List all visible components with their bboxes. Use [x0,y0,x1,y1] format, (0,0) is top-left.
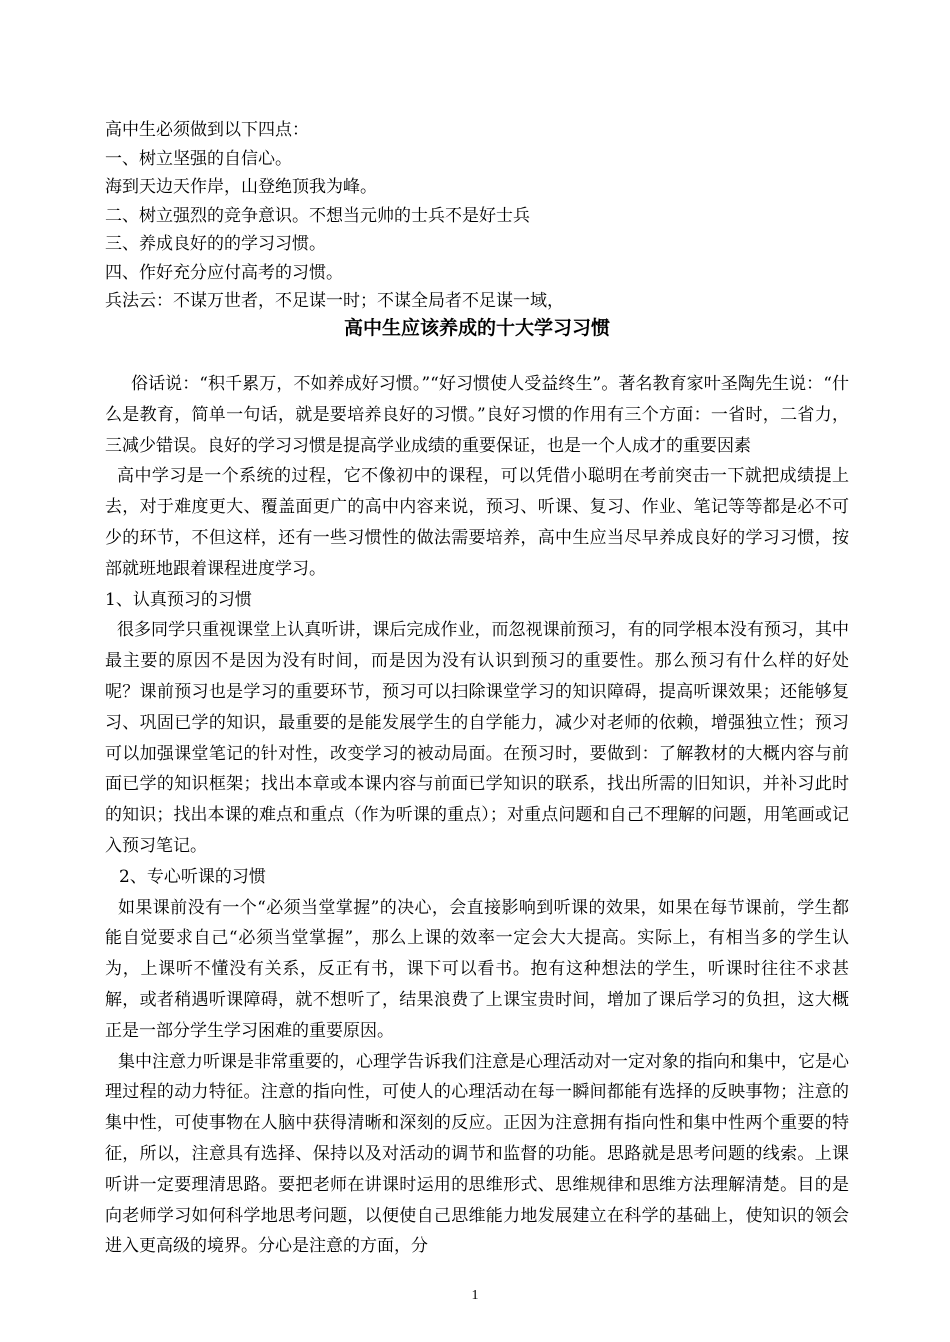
section-heading: 2、专心听课的习惯 [119,866,266,887]
intro-line: 三、养成良好的的学习习惯。 [105,234,326,254]
intro-line: 兵法云：不谋万世者，不足谋一时；不谋全局者不足谋一域， [105,291,564,311]
article-title: 高中生应该养成的十大学习习惯 [343,317,610,339]
intro-line: 高中生必须做到以下四点： [105,120,309,140]
paragraph: 高中学习是一个系统的过程，它不像初中的课程，可以凭借小聪明在考前突击一下就把成绩提上去，对于难度更大、覆盖面更广的高中内容来说，预习、听课、复习、作业、笔记等等都是必不可少的环节，不但这样，还有一些习惯性的做法需要培养，高中生应当尽早养成良好的学习习惯，按部就班地跟着课程进度学习。 [105,466,849,579]
paragraph: 如果课前没有一个“必须当堂掌握”的决心，会直接影响到听课的效果，如果在每节课前，学生都能自觉要求自己“必须当堂掌握”，那么上课的效率一定会大大提高。实际上，有相当多的学生认为，上课听不懂没有关系，反正有书，课下可以看书。抱有这种想法的学生，听课时往往不求甚解，或者稍遇听课障碍，就不想听了，结果浪费了上课宝贵时间，增加了课后学习的负担，这大概正是一部分学生学习困难的重要原因。 [105,897,849,1041]
intro-line: 海到天边天作岸，山登绝顶我为峰。 [105,177,377,197]
paragraph: 集中注意力听课是非常重要的，心理学告诉我们注意是心理活动对一定对象的指向和集中，它是心理过程的动力特征。注意的指向性，可使人的心理活动在每一瞬间都能有选择的反映事物；注意的集中性，可使事物在人脑中获得清晰和深刻的反应。正因为注意拥有指向性和集中性两个重要的特征，所以，注意具有选择、保持以及对活动的调节和监督的功能。思路就是思考问题的线索。上课听讲一定要理清思路。要把老师在讲课时运用的思维形式、思维规律和思维方法理解清楚。目的是向老师学习如何科学地思考问题，以便使自己思维能力地发展建立在科学的基础上，使知识的领会进入更高级的境界。分心是注意的方面，分 [105,1051,849,1257]
page-number: 1 [471,1288,479,1303]
article-body [105,369,849,1262]
intro-line: 一、树立坚强的自信心。 [105,148,292,169]
paragraph: 很多同学只重视课堂上认真听讲，课后完成作业，而忽视课前预习，有的同学根本没有预习，其中最主要的原因不是因为没有时间，而是因为没有认识到预习的重要性。那么预习有什么样的好处呢？课前预习也是学习的重要环节，预习可以扫除课堂学习的知识障碍，提高听课效果；还能够复习、巩固已学的知识，最重要的是能发展学生的自学能力，减少对老师的依赖，增强独立性；预习可以加强课堂笔记的针对性，改变学习的被动局面。在预习时，要做到：了解教材的大概内容与前面已学的知识框架；找出本章或本课内容与前面已学知识的联系，找出所需的旧知识，并补习此时的知识；找出本课的难点和重点（作为听课的重点）；对重点问题和自己不理解的问题，用笔画或记入预习笔记。 [105,620,849,856]
intro-line: 二、树立强烈的竞争意识。不想当元帅的士兵不是好士兵 [105,205,530,226]
section-heading: 1、认真预习的习惯 [105,589,252,610]
intro-list [105,116,865,316]
paragraph: 俗话说：“积千累万，不如养成好习惯。”“好习惯使人受益终生”。著名教育家叶圣陶先生说：“什么是教育，简单一句话，就是要培养良好的习惯。”良好习惯的作用有三个方面：一省时，二省力，三减少错误。良好的学习习惯是提高学业成绩的重要保证，也是一个人成才的重要因素 [105,374,849,456]
intro-line: 四、作好充分应付高考的习惯。 [105,262,343,283]
